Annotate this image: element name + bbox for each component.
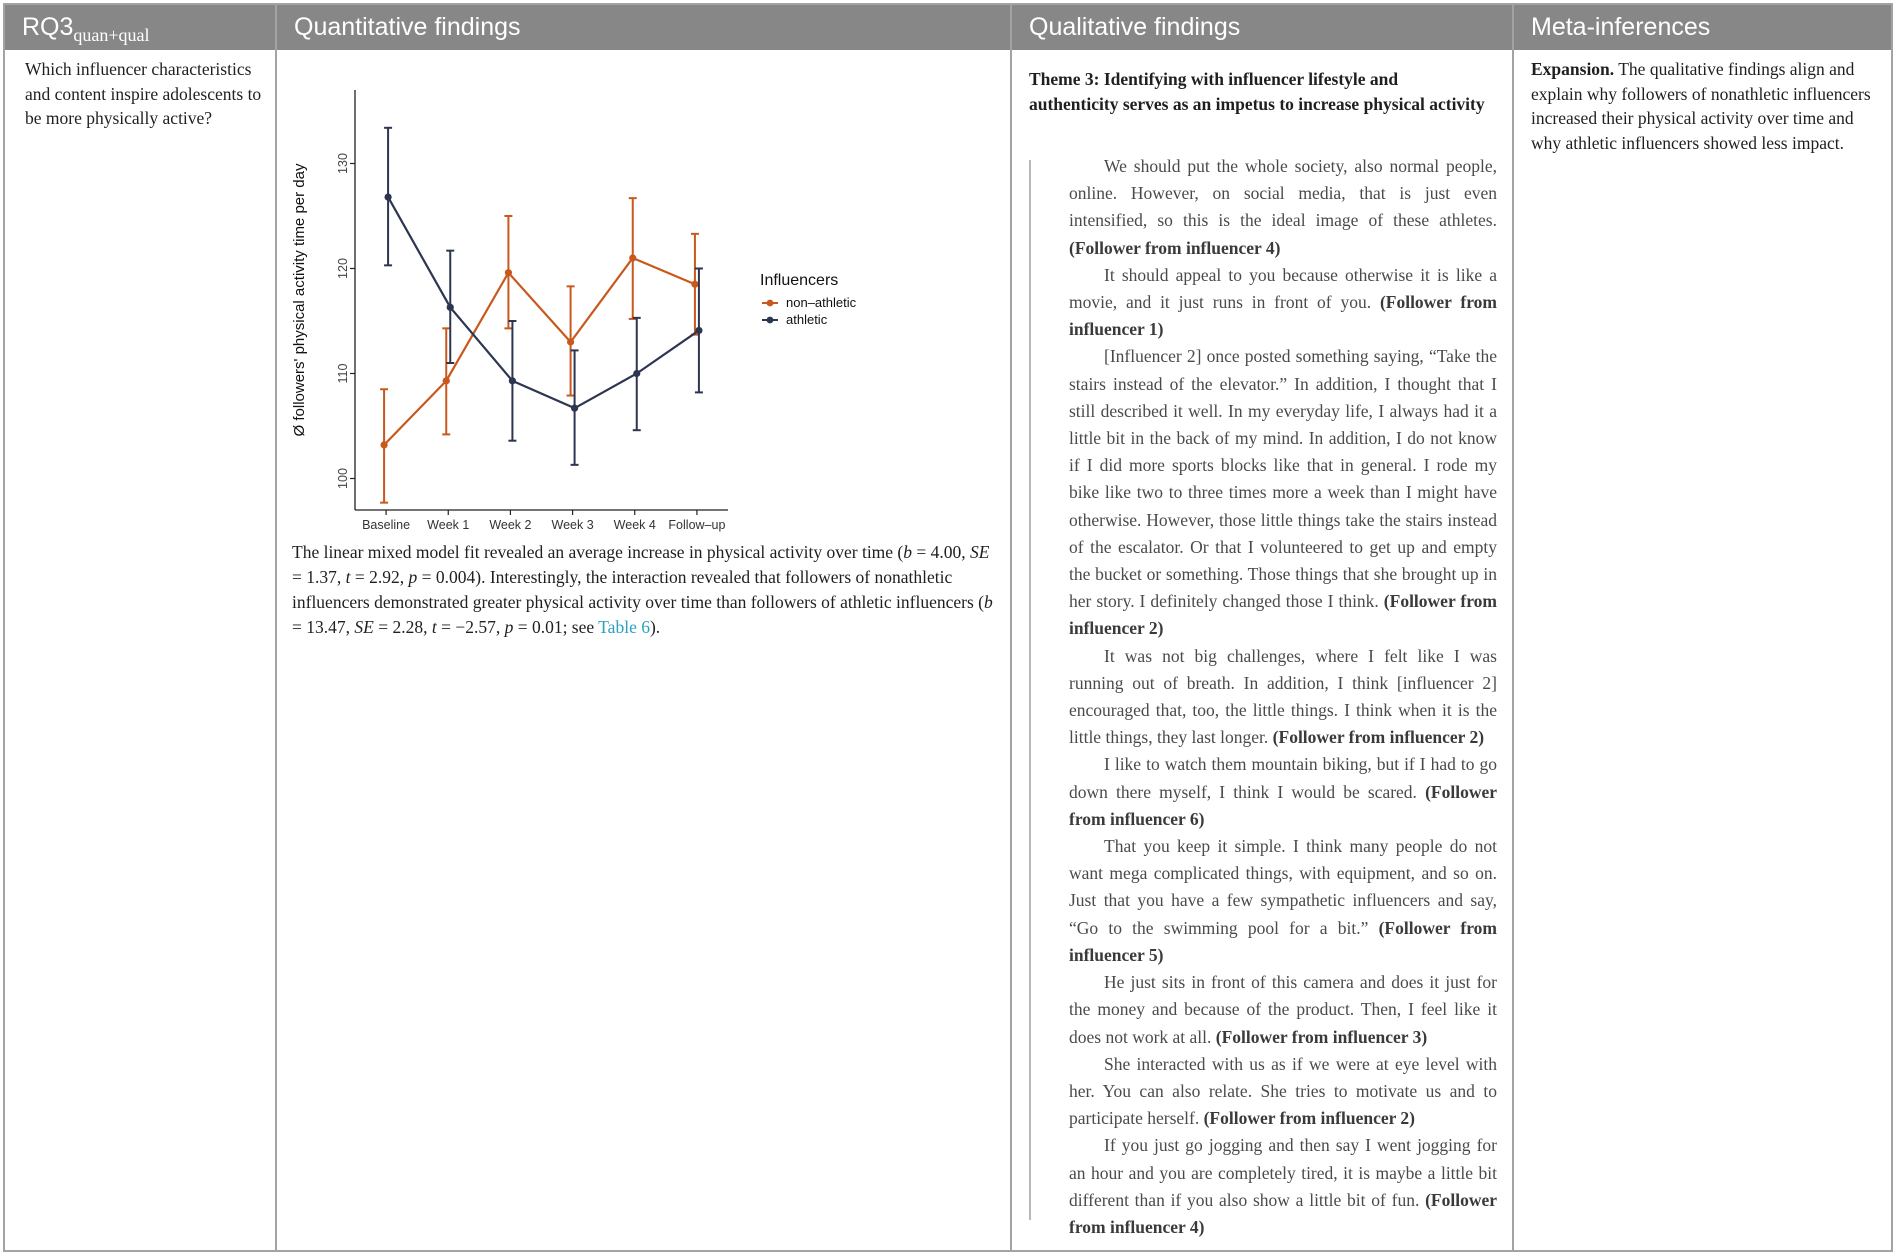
- quote: That you keep it simple. I think many people do not want mega complicated things, with equipment, and so on. Just that you have a few sympathetic influencers and say, “Go to the swimming pool for a bit.” (Follower from influencer 5): [1069, 836, 1497, 965]
- column-divider: [1010, 5, 1012, 1250]
- quote: We should put the whole society, also normal people, online. However, on social media, that is just even intensified, so this is the ideal image of these athletes. (Follower from influencer 4): [1069, 156, 1497, 258]
- y-tick-label: 120: [336, 258, 350, 279]
- quotes-block: [1069, 153, 1497, 1241]
- quantitative-text: The linear mixed model fit revealed an average increase in physical activity over time (b = 4.00, SE = 1.37, t = 2.92, p = 0.004). Interestingly, the interaction revealed that followers of nonathletic influencers demonstrated greater physical activity over time than followers of athletic influencers (b = 13.47, SE = 2.28, t = −2.57, p = 0.01; see Table 6).: [292, 542, 993, 637]
- quote: She interacted with us as if we were at eye level with her. You can also relate. She tries to motivate us and to participate herself. (Follower from influencer 2): [1069, 1053, 1497, 1129]
- series-line-athletic: [388, 197, 699, 408]
- header-meta: Meta-inferences: [1531, 13, 1711, 41]
- findings-table: [3, 3, 1893, 1252]
- legend-title: Influencers: [760, 272, 839, 289]
- legend-marker: [767, 300, 774, 307]
- x-tick-label: Week 1: [427, 518, 470, 532]
- table-6-link[interactable]: Table 6: [598, 617, 650, 637]
- legend-label: athletic: [786, 312, 828, 327]
- quote: [Influencer 2] once posted something saying, “Take the stairs instead of the elevator.” In addition, I thought that I still described it well. In my everyday life, I always had it a little bit in the back of my mind. In addition, I do not know if I did more sports blocks like that in general. I rode my bike like two to three times more a week than I might have otherwise. However, those little things take the stairs instead of the escalator. Or that I volunteered to get up and empty the bucket or something. Those things that she brought up in her story. I definitely changed those I think. (Follower from influencer 2): [1069, 346, 1497, 639]
- x-tick-label: Baseline: [362, 518, 411, 532]
- data-point: [695, 327, 702, 334]
- header-qualitative: Qualitative findings: [1029, 13, 1241, 41]
- x-tick-label: Week 2: [489, 518, 532, 532]
- data-point: [505, 269, 512, 276]
- quote: He just sits in front of this camera and does it just for the money and because of the product. Then, I feel like it does not work at all. (Follower from influencer 3): [1069, 972, 1497, 1047]
- x-tick-label: Follow–up: [668, 518, 726, 532]
- y-tick-label: 100: [336, 468, 350, 489]
- theme-heading: Theme 3: Identifying with influencer lifestyle and authenticity serves as an impetus to increase physical activity: [1029, 69, 1485, 114]
- y-tick-label: 110: [336, 363, 350, 384]
- data-point: [629, 254, 636, 261]
- x-tick-label: Week 3: [551, 518, 594, 532]
- header-quantitative: Quantitative findings: [294, 13, 521, 41]
- data-point: [509, 377, 516, 384]
- data-point: [691, 281, 698, 288]
- column-divider: [1512, 5, 1514, 1250]
- legend-label: non–athletic: [786, 295, 857, 310]
- activity-chart: [290, 80, 857, 540]
- x-tick-label: Week 4: [613, 518, 656, 532]
- quote: It was not big challenges, where I felt like I was running out of breath. In addition, I think [influencer 2] encouraged that, too, the little things. I think when it is the little things, they last longer. (Follower from influencer 2): [1069, 645, 1497, 748]
- header-rq3: [5, 5, 277, 50]
- y-axis-label: Ø followers' physical activity time per day: [291, 163, 308, 437]
- quote: It should appeal to you because otherwise it is like a movie, and it just runs in front of you. (Follower from influencer 1): [1069, 264, 1497, 340]
- data-point: [571, 405, 578, 412]
- quote: If you just go jogging and then say I went jogging for an hour and you are completely tired, it is maybe a little bit different than if you also show a little bit of fun. (Follower from influencer 4): [1069, 1135, 1497, 1237]
- legend-marker: [767, 317, 774, 324]
- meta-text: The qualitative findings align and explain why followers of nonathletic influencers increased their physical activity over time and why athletic influencers showed less impact.: [1531, 59, 1871, 153]
- meta-inference: [1531, 57, 1871, 155]
- data-point: [447, 304, 454, 311]
- quote-bar: [1029, 160, 1031, 1220]
- header-rq3-sub: quan+qual: [73, 25, 150, 45]
- data-point: [443, 377, 450, 384]
- data-point: [567, 338, 574, 345]
- column-divider: [275, 5, 277, 1250]
- data-point: [384, 194, 391, 201]
- y-tick-label: 130: [336, 153, 350, 174]
- research-question: Which influencer characteristics and content inspire adolescents to be more physically active?: [25, 59, 262, 128]
- series-line-non–athletic: [384, 258, 695, 445]
- meta-label: Expansion.: [1531, 59, 1615, 79]
- data-point: [380, 441, 387, 448]
- header-rq3-main: RQ3: [22, 13, 74, 41]
- quote: I like to watch them mountain biking, but if I had to go down there myself, I think I would be scared. (Follower from influencer 6): [1069, 754, 1497, 829]
- data-point: [633, 370, 640, 377]
